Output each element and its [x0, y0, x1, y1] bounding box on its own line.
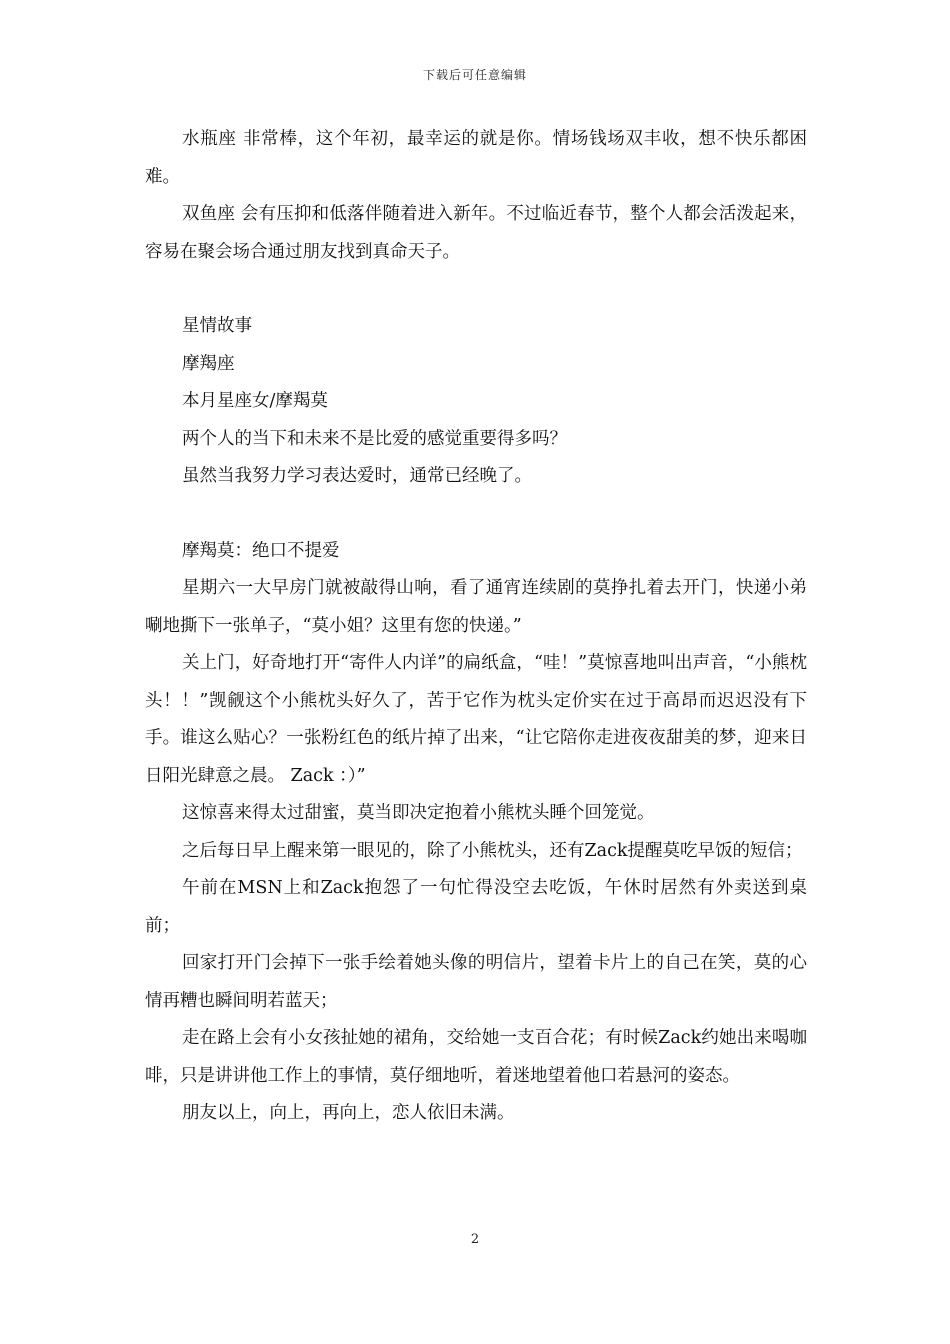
section-subtitle: 本月星座女/摩羯莫 [182, 391, 328, 411]
quote-line-2: 虽然当我努力学习表达爱时，通常已经晚了。 [182, 466, 532, 486]
story-paragraph: 走在路上会有小女孩扯她的裙角，交给她一支百合花；有时候Zack约她出来喝咖啡，只是讲讲他工作上的事情，莫仔细地听，着迷地望着他口若悬河的姿态。 [145, 1028, 807, 1086]
paragraph-aquarius: 水瓶座 非常棒，这个年初，最幸运的就是你。情场钱场双丰收，想不快乐都困难。 [145, 129, 807, 187]
story-title: 摩羯莫：绝口不提爱 [182, 540, 340, 561]
document-body [145, 121, 807, 1133]
blank-line [145, 271, 807, 308]
paragraph-pisces: 双鱼座 会有压抑和低落伴随着进入新年。不过临近春节，整个人都会活泼起来，容易在聚会场合通过朋友找到真命天子。 [145, 204, 807, 262]
story-paragraph: 这惊喜来得太过甜蜜，莫当即决定抱着小熊枕头睡个回笼觉。 [182, 803, 655, 823]
page-number: 2 [470, 1232, 480, 1247]
blank-line [145, 496, 807, 533]
story-paragraph: 星期六一大早房门就被敲得山响，看了通宵连续剧的莫挣扎着去开门，快递小弟唰地撕下一张单子，“莫小姐？这里有您的快递。” [145, 578, 807, 636]
section-title: 星情故事 [182, 316, 252, 336]
page-header: 下载后可任意编辑 [422, 68, 527, 82]
quote-line-1: 两个人的当下和未来不是比爱的感觉重要得多吗？ [182, 428, 567, 449]
story-paragraph: 之后每日早上醒来第一眼见的，除了小熊枕头，还有Zack提醒莫吃早饭的短信； [182, 840, 803, 861]
story-paragraph: 朋友以上，向上，再向上，恋人依旧未满。 [182, 1103, 515, 1123]
story-paragraph: 关上门，好奇地打开“寄件人内详”的扁纸盒，“哇！”莫惊喜地叫出声音，“小熊枕头！！”觊觎这个小熊枕头好久了，苦于它作为枕头定价实在过于高昂而迟迟没有下手。谁这么贴心？一张粉红色的纸片掉了出来，“让它陪你走进夜夜甜美的梦，迎来日日阳光肆意之晨。 Zack ：）” [145, 653, 807, 786]
story-paragraph: 午前在MSN上和Zack抱怨了一句忙得没空去吃饭，午休时居然有外卖送到桌前； [145, 878, 807, 936]
story-paragraph: 回家打开门会掉下一张手绘着她头像的明信片，望着卡片上的自己在笑，莫的心情再糟也瞬间明若蓝天； [145, 953, 807, 1011]
section-sign: 摩羯座 [182, 353, 235, 374]
